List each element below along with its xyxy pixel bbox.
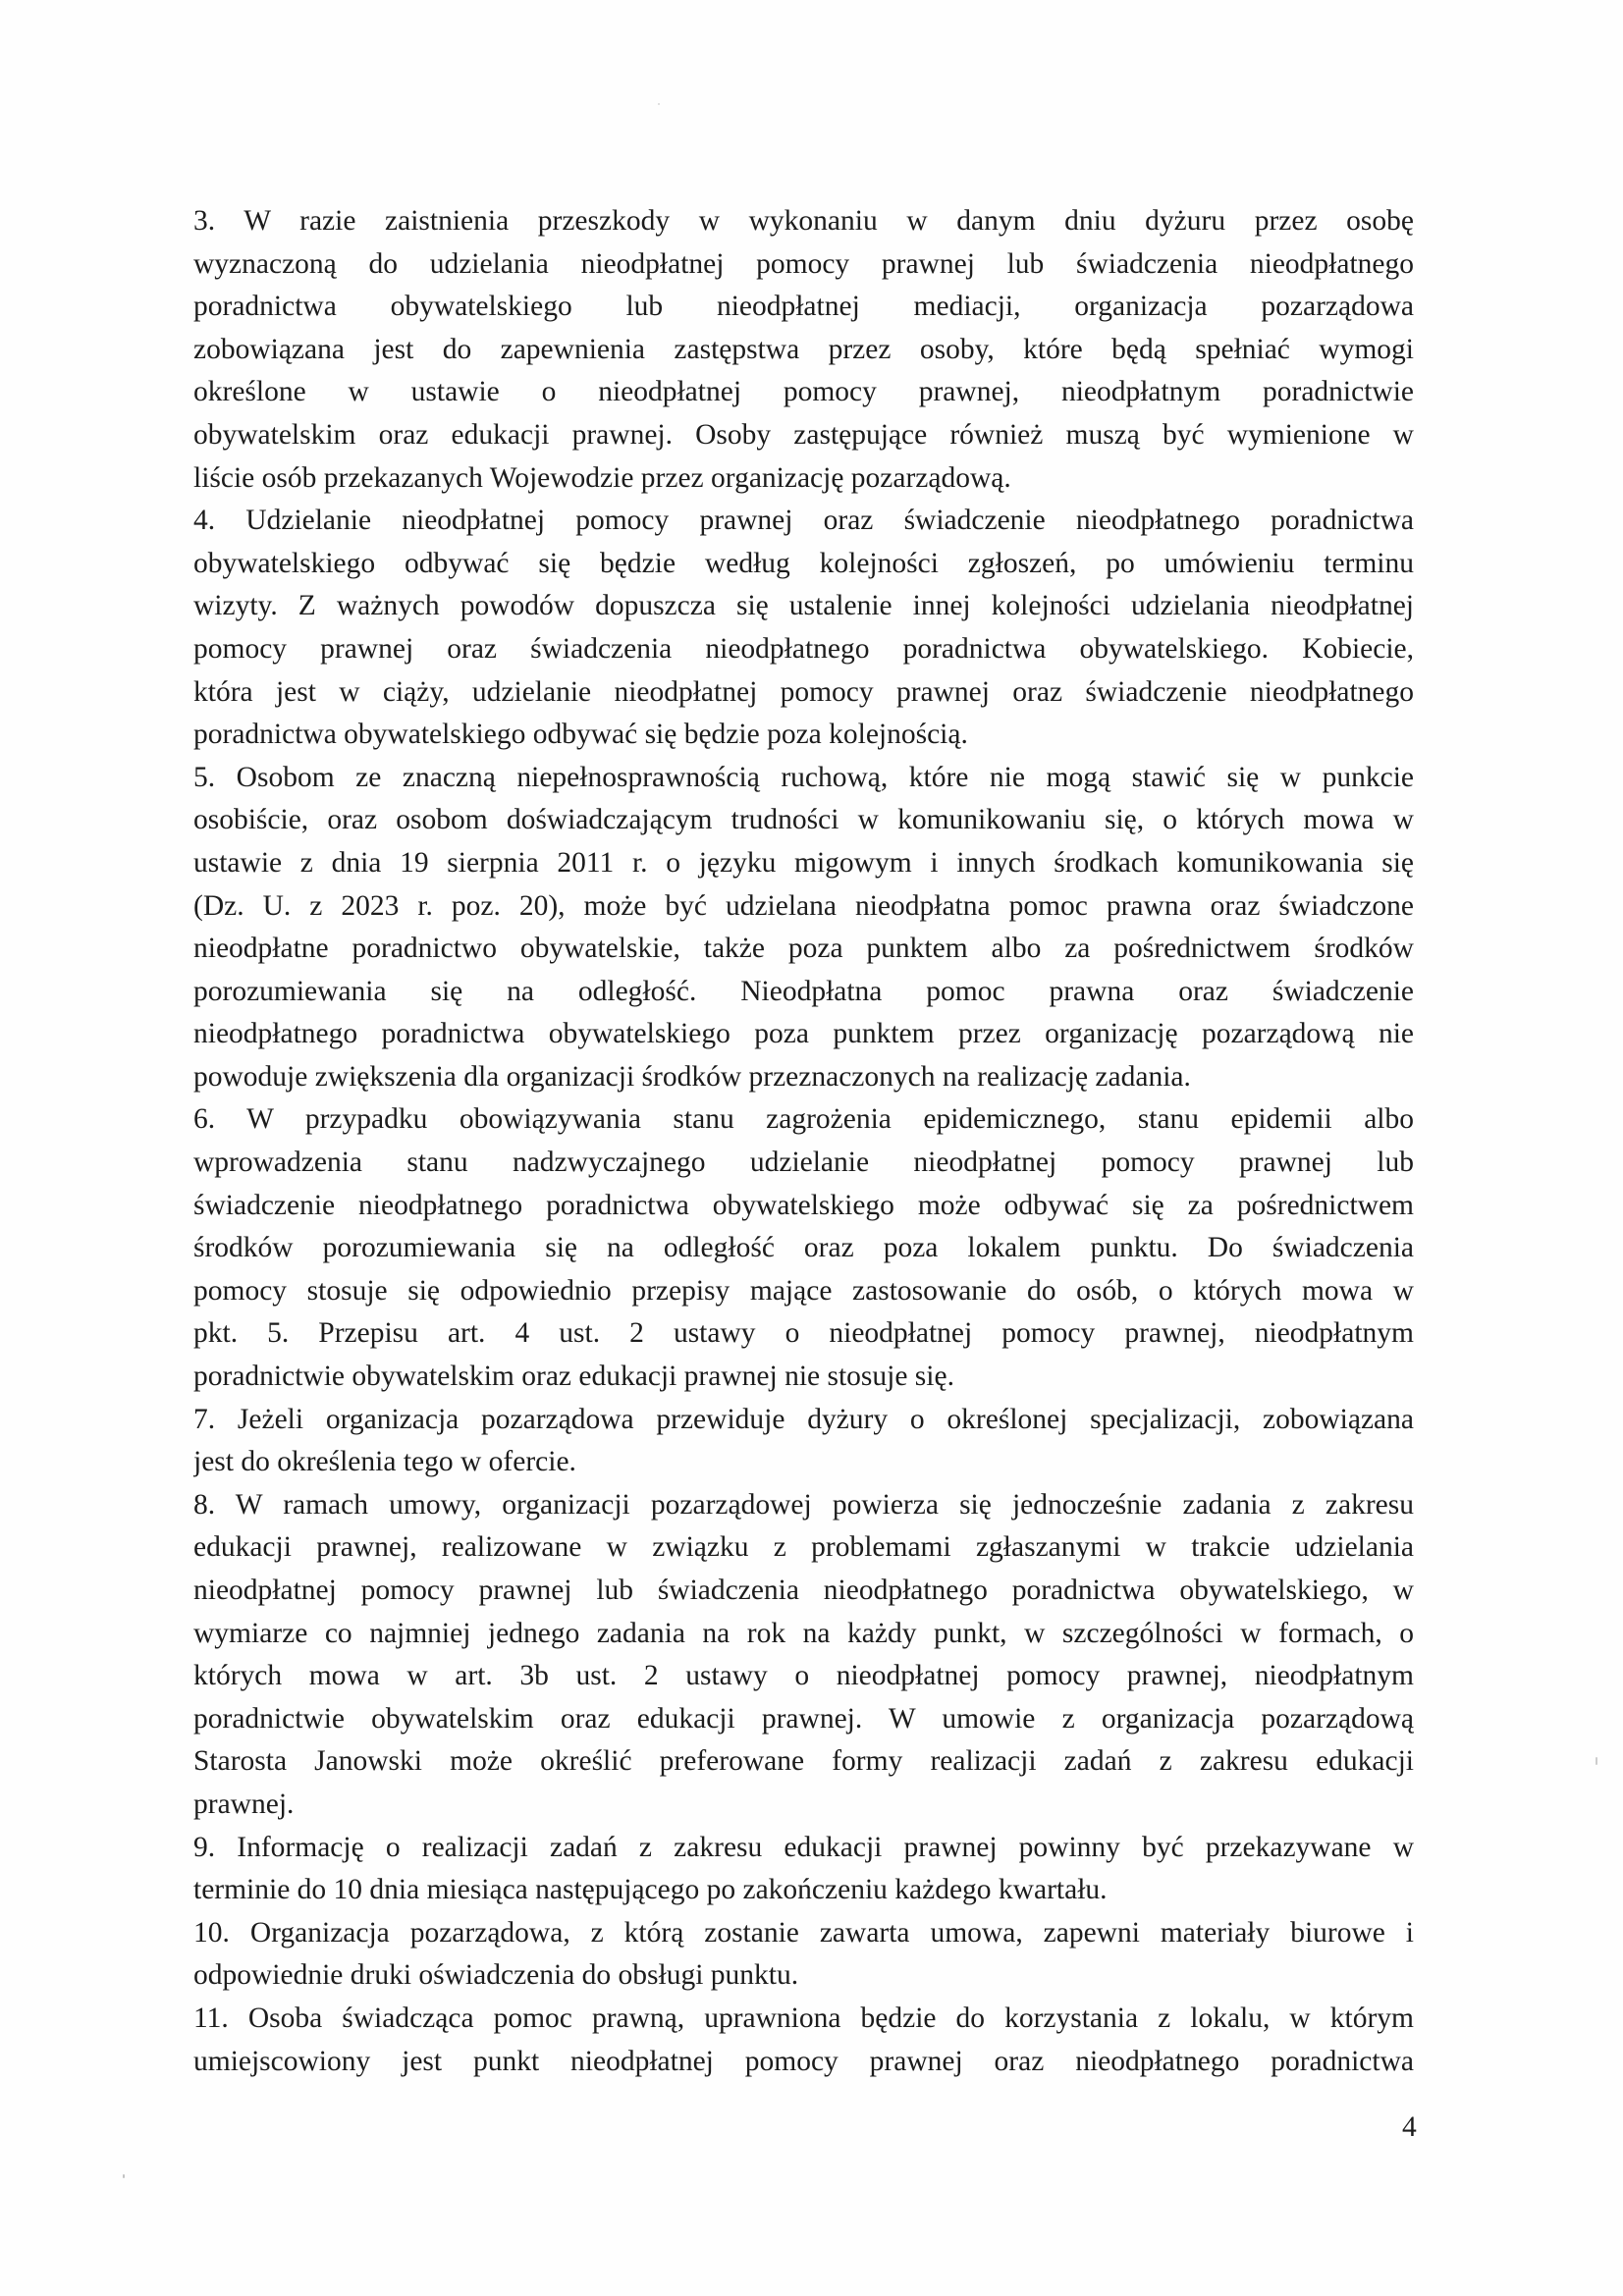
paragraph-6 [193,1098,1414,1398]
text-line: świadczenie nieodpłatnego poradnictwa obywatelskiego może odbywać się za pośrednictwem [193,1189,1414,1221]
text-line: liście osób przekazanych Wojewodzie przez organizację pozarządową. [193,461,1011,494]
text-line: edukacji prawnej, realizowane w związku z problemami zgłaszanymi w trakcie udzielania [193,1531,1414,1564]
text-line: obywatelskiego odbywać się będzie według kolejności zgłoszeń, po umówieniu terminu [193,547,1414,579]
scan-artifact [123,2174,125,2178]
page-number: 4 [1402,2111,1417,2143]
text-line: 9. Informację o realizacji zadań z zakresu edukacji prawnej powinny być przekazywane w [193,1831,1414,1863]
text-line: Starosta Janowski może określić preferowane formy realizacji zadań z zakresu edukacji [193,1745,1414,1778]
text-line: pomocy stosuje się odpowiednio przepisy mające zastosowanie do osób, o których mowa w [193,1274,1414,1307]
text-line: jest do określenia tego w ofercie. [193,1446,576,1478]
text-line: których mowa w art. 3b ust. 2 ustawy o nieodpłatnej pomocy prawnej, nieodpłatnym [193,1660,1414,1692]
paragraph-4 [193,500,1414,757]
document-body [193,200,1414,2083]
text-line: określone w ustawie o nieodpłatnej pomocy prawnej, nieodpłatnym poradnictwie [193,376,1414,408]
text-line: 3. W razie zaistnienia przeszkody w wykonaniu w danym dniu dyżuru przez osobę [193,205,1414,237]
scan-artifact [658,103,660,105]
text-line: wymiarze co najmniej jednego zadania na rok na każdy punkt, w szczególności w formach, o [193,1617,1414,1649]
text-line: obywatelskim oraz edukacji prawnej. Osoby zastępujące również muszą być wymienione w [193,418,1414,451]
text-line: wprowadzenia stanu nadzwyczajnego udzielanie nieodpłatnej pomocy prawnej lub [193,1147,1414,1179]
text-line: osobiście, oraz osobom doświadczającym trudności w komunikowaniu się, o których mowa w [193,804,1414,836]
text-line: powoduje zwiększenia dla organizacji środków przeznaczonych na realizację zadania. [193,1060,1191,1093]
text-line: wizyty. Z ważnych powodów dopuszcza się ustalenie innej kolejności udzielania nieodpłatnej [193,590,1414,622]
text-line: ustawie z dnia 19 sierpnia 2011 r. o języku migowym i innych środkach komunikowania się [193,846,1414,879]
scan-artifact [1596,1757,1597,1765]
text-line: 4. Udzielanie nieodpłatnej pomocy prawnej oraz świadczenie nieodpłatnego poradnictwa [193,505,1414,537]
paragraph-11 [193,1998,1414,2083]
paragraph-8 [193,1484,1414,1827]
text-line: środków porozumiewania się na odległość oraz poza lokalem punktu. Do świadczenia [193,1232,1414,1264]
text-line: 5. Osobom ze znaczną niepełnosprawnością ruchową, które nie mogą stawić się w punkcie [193,761,1414,793]
text-line: poradnictwa obywatelskiego lub nieodpłatnej mediacji, organizacja pozarządowa [193,291,1414,323]
text-line: nieodpłatnego poradnictwa obywatelskiego poza punktem przez organizację pozarządową nie [193,1018,1414,1050]
paragraph-10 [193,1912,1414,1998]
text-line: nieodpłatnej pomocy prawnej lub świadczenia nieodpłatnego poradnictwa obywatelskiego, w [193,1575,1414,1606]
text-line: 11. Osoba świadcząca pomoc prawną, uprawniona będzie do korzystania z lokalu, w którym [193,2002,1414,2034]
paragraph-5 [193,757,1414,1099]
text-line: nieodpłatne poradnictwo obywatelskie, także poza punktem albo za pośrednictwem środków [193,933,1414,965]
text-line: 8. W ramach umowy, organizacji pozarządowej powierza się jednocześnie zadania z zakresu [193,1488,1414,1521]
text-line: poradnictwa obywatelskiego odbywać się będzie poza kolejnością. [193,719,968,751]
text-line: 6. W przypadku obowiązywania stanu zagrożenia epidemicznego, stanu epidemii albo [193,1103,1414,1136]
text-line: poradnictwie obywatelskim oraz edukacji prawnej nie stosuje się. [193,1361,954,1393]
text-line: (Dz. U. z 2023 r. poz. 20), może być udzielana nieodpłatna pomoc prawna oraz świadczone [193,889,1414,922]
text-line: wyznaczoną do udzielania nieodpłatnej pomocy prawnej lub świadczenia nieodpłatnego [193,247,1414,280]
text-line: 7. Jeżeli organizacja pozarządowa przewiduje dyżury o określonej specjalizacji, zobowiązana [193,1403,1414,1435]
text-line: porozumiewania się na odległość. Nieodpłatna pomoc prawna oraz świadczenie [193,975,1414,1007]
text-line: zobowiązana jest do zapewnienia zastępstwa przez osoby, które będą spełniać wymogi [193,333,1414,365]
paragraph-3 [193,200,1414,500]
text-line: poradnictwie obywatelskim oraz edukacji prawnej. W umowie z organizacja pozarządową [193,1702,1414,1735]
text-line: prawnej. [193,1788,295,1820]
text-line: odpowiednie druki oświadczenia do obsługi punktu. [193,1959,799,1992]
text-line: pkt. 5. Przepisu art. 4 ust. 2 ustawy o nieodpłatnej pomocy prawnej, nieodpłatnym [193,1317,1414,1350]
text-line: umiejscowiony jest punkt nieodpłatnej pomocy prawnej oraz nieodpłatnego poradnictwa [193,2045,1414,2077]
paragraph-7 [193,1399,1414,1484]
text-line: terminie do 10 dnia miesiąca następującego po zakończeniu każdego kwartału. [193,1874,1108,1906]
text-line: która jest w ciąży, udzielanie nieodpłatnej pomocy prawnej oraz świadczenie nieodpłatnego [193,675,1414,708]
paragraph-9 [193,1827,1414,1912]
text-line: 10. Organizacja pozarządowa, z którą zostanie zawarta umowa, zapewni materiały biurowe i [193,1916,1414,1949]
text-line: pomocy prawnej oraz świadczenia nieodpłatnego poradnictwa obywatelskiego. Kobiecie, [193,632,1414,665]
